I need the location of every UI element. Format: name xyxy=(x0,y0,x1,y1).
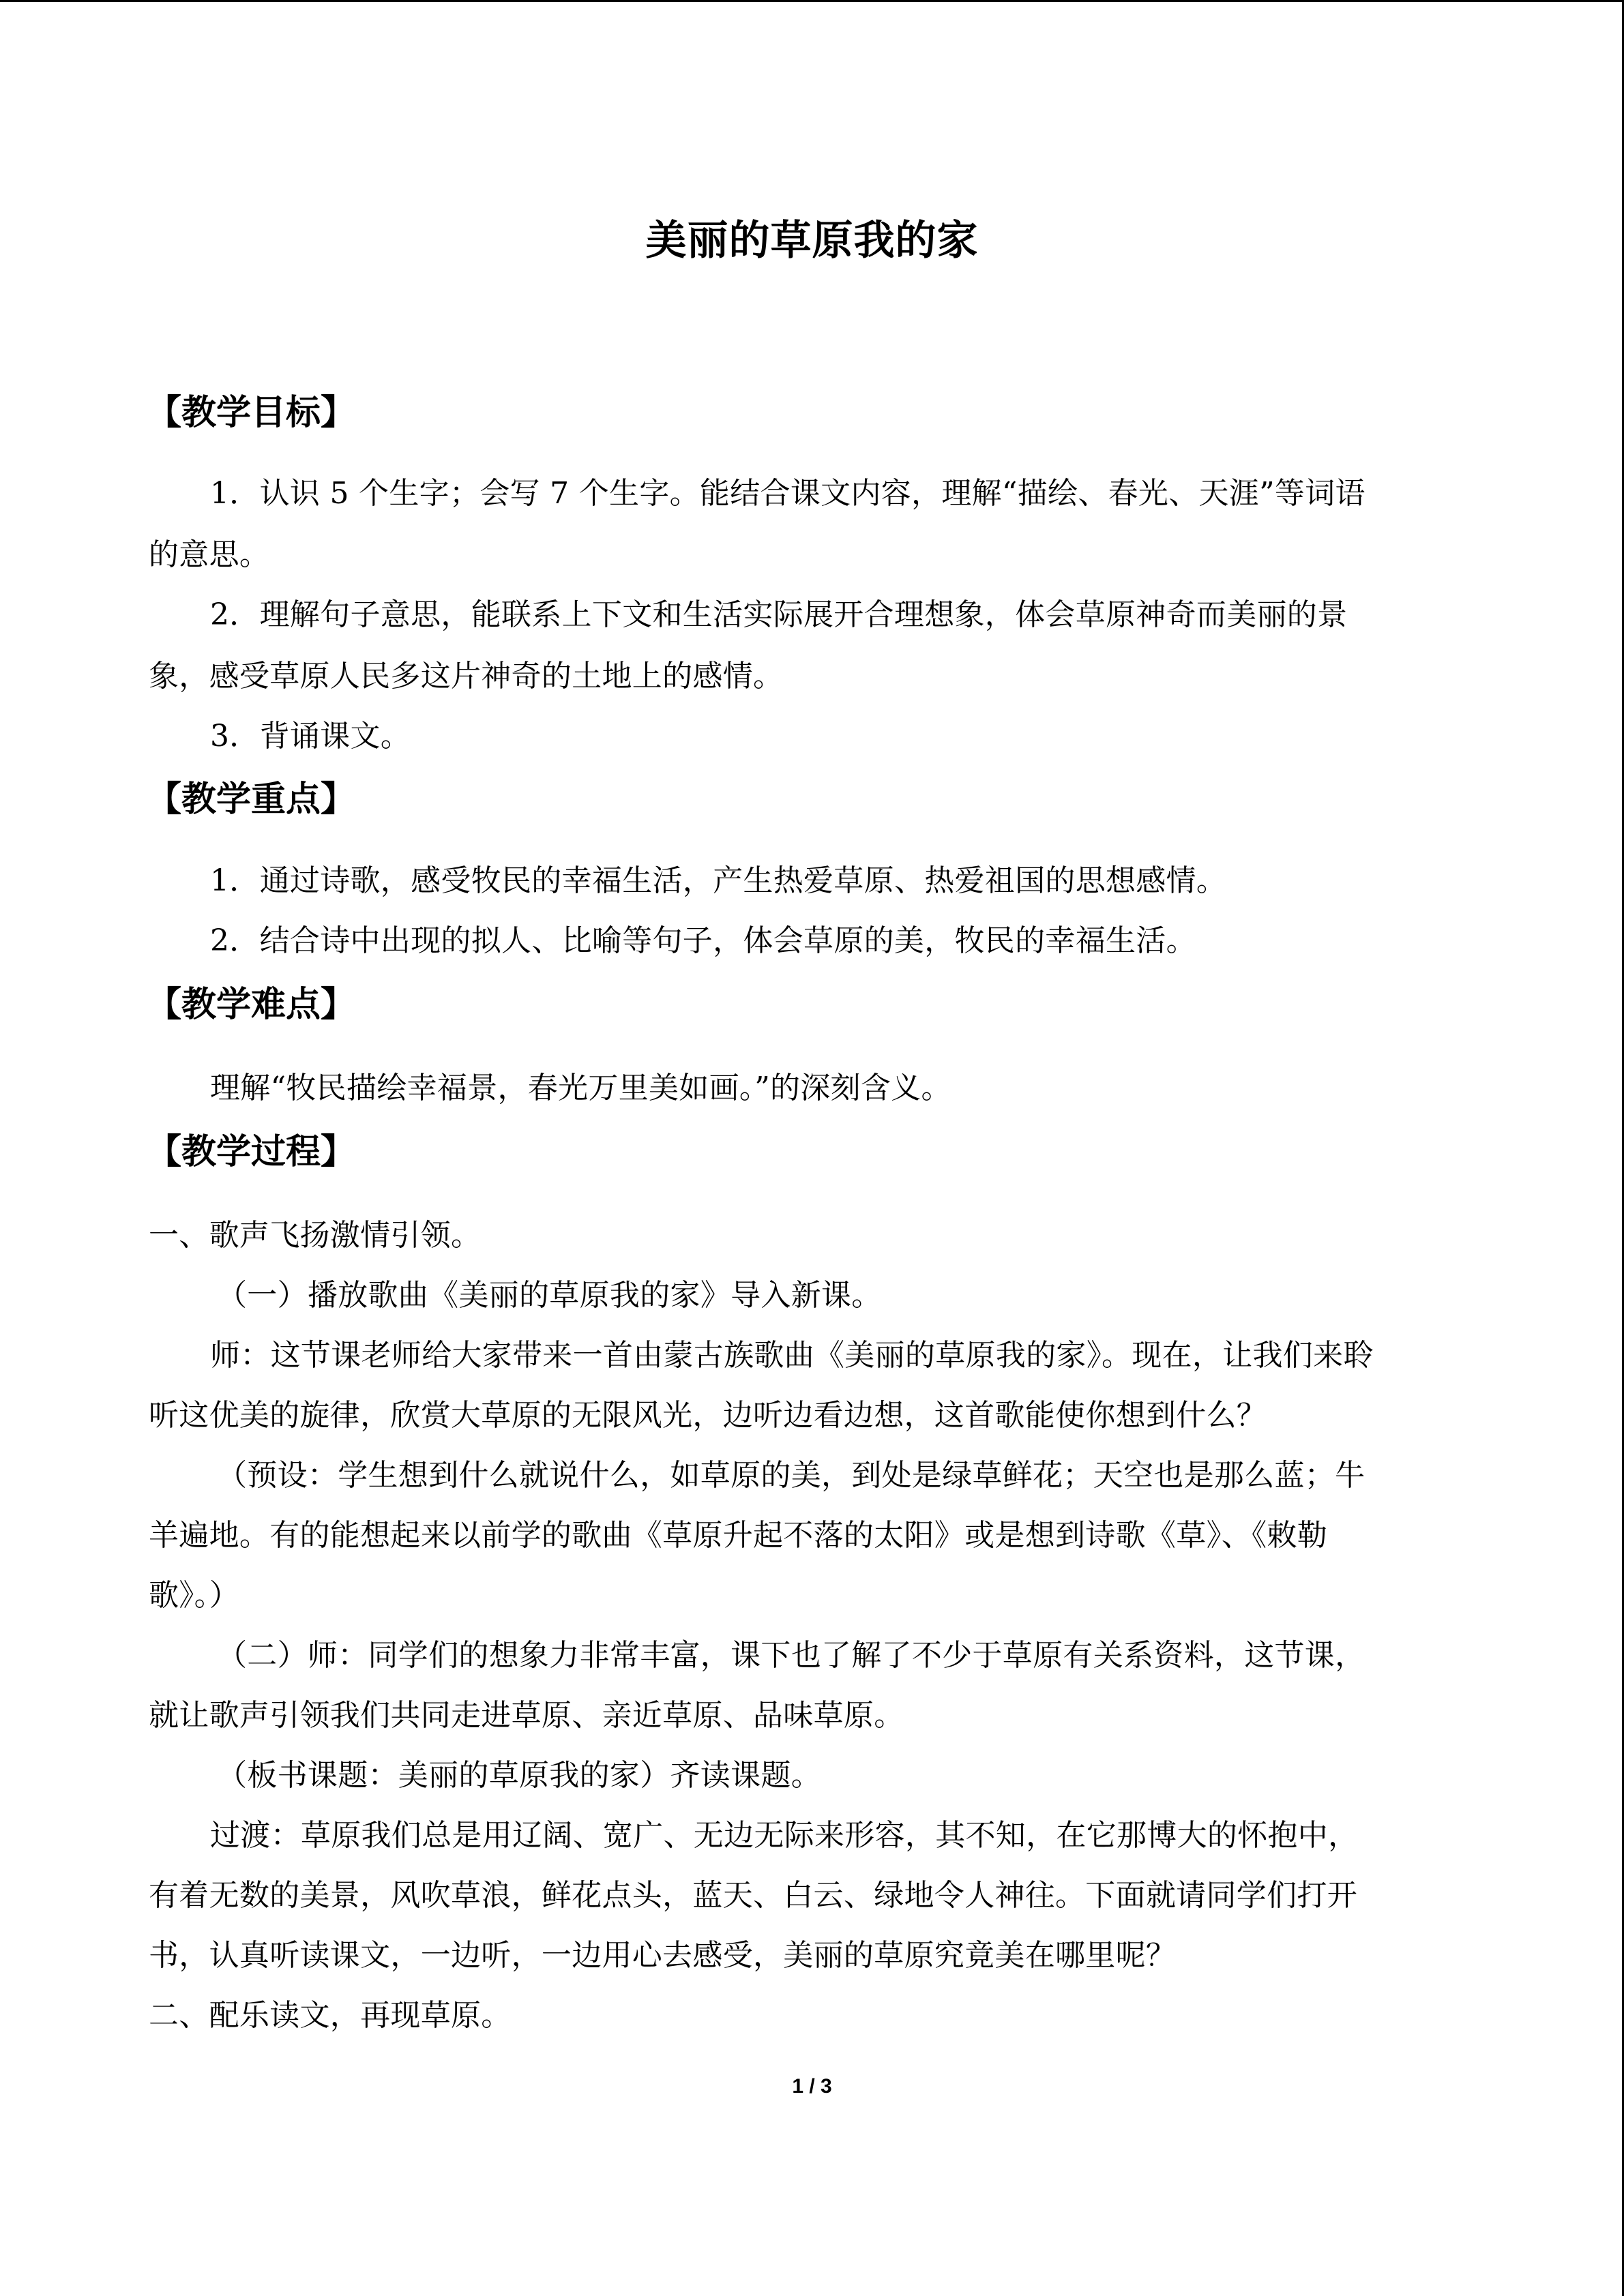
document-title: 美丽的草原我的家 xyxy=(645,217,979,265)
objective-line-4: 象，感受草原人民多这片神奇的土地上的感情。 xyxy=(149,659,784,694)
process-line-9: 就让歌声引领我们共同走进草原、亲近草原、品味草原。 xyxy=(149,1698,904,1733)
difficulty-line-1: 理解“牧民描绘幸福景，春光万里美如画。”的深刻含义。 xyxy=(210,1071,951,1105)
objective-line-2: 的意思。 xyxy=(149,537,270,572)
process-line-8: （二）师：同学们的想象力非常丰富，课下也了解了不少于草原有关系资料，这节课， xyxy=(217,1638,1365,1673)
process-line-11: 过渡：草原我们总是用辽阔、宽广、无边无际来形容，其不知，在它那博大的怀抱中， xyxy=(210,1818,1359,1853)
process-line-10: （板书课题：美丽的草原我的家）齐读课题。 xyxy=(217,1758,821,1793)
heading-difficulties: 【教学难点】 xyxy=(147,984,356,1025)
process-line-13: 书，认真听读课文，一边听，一边用心去感受，美丽的草原究竟美在哪里呢？ xyxy=(149,1938,1177,1973)
process-line-7: 歌》。） xyxy=(149,1578,240,1613)
objective-line-5: 3．背诵课文。 xyxy=(210,719,411,754)
process-line-14: 二、配乐读文，再现草原。 xyxy=(149,1998,512,2033)
process-line-6: 羊遍地。有的能想起来以前学的歌曲《草原升起不落的太阳》或是想到诗歌《草》、《敕勒 xyxy=(149,1518,1327,1553)
heading-teaching-objectives: 【教学目标】 xyxy=(147,392,356,433)
page-top-border xyxy=(0,0,1624,2)
process-line-3: 师：这节课老师给大家带来一首由蒙古族歌曲《美丽的草原我的家》。现在，让我们来聆 xyxy=(210,1338,1374,1373)
objective-line-1: 1．认识 5 个生字；会写 7 个生字。能结合课文内容，理解“描绘、春光、天涯”等词语 xyxy=(210,476,1365,511)
process-line-4: 听这优美的旋律，欣赏大草原的无限风光，边听边看边想，这首歌能使你想到什么？ xyxy=(149,1398,1267,1433)
heading-teaching-process: 【教学过程】 xyxy=(147,1131,356,1172)
process-line-2: （一）播放歌曲《美丽的草原我的家》导入新课。 xyxy=(217,1278,882,1313)
process-line-12: 有着无数的美景，风吹草浪，鲜花点头，蓝天、白云、绿地令人神往。下面就请同学们打开 xyxy=(149,1878,1357,1913)
objective-line-3: 2．理解句子意思，能联系上下文和生活实际展开合理想象，体会草原神奇而美丽的景 xyxy=(210,597,1348,632)
key-point-line-1: 1．通过诗歌，感受牧民的幸福生活，产生热爱草原、热爱祖国的思想感情。 xyxy=(210,863,1227,898)
process-line-1: 一、歌声飞扬激情引领。 xyxy=(149,1218,482,1253)
process-line-5: （预设：学生想到什么就说什么，如草原的美，到处是绿草鲜花；天空也是那么蓝；牛 xyxy=(217,1458,1365,1493)
page-number: 1 / 3 xyxy=(792,2075,832,2098)
heading-key-points: 【教学重点】 xyxy=(147,779,356,820)
key-point-line-2: 2．结合诗中出现的拟人、比喻等句子，体会草原的美，牧民的幸福生活。 xyxy=(210,923,1196,958)
